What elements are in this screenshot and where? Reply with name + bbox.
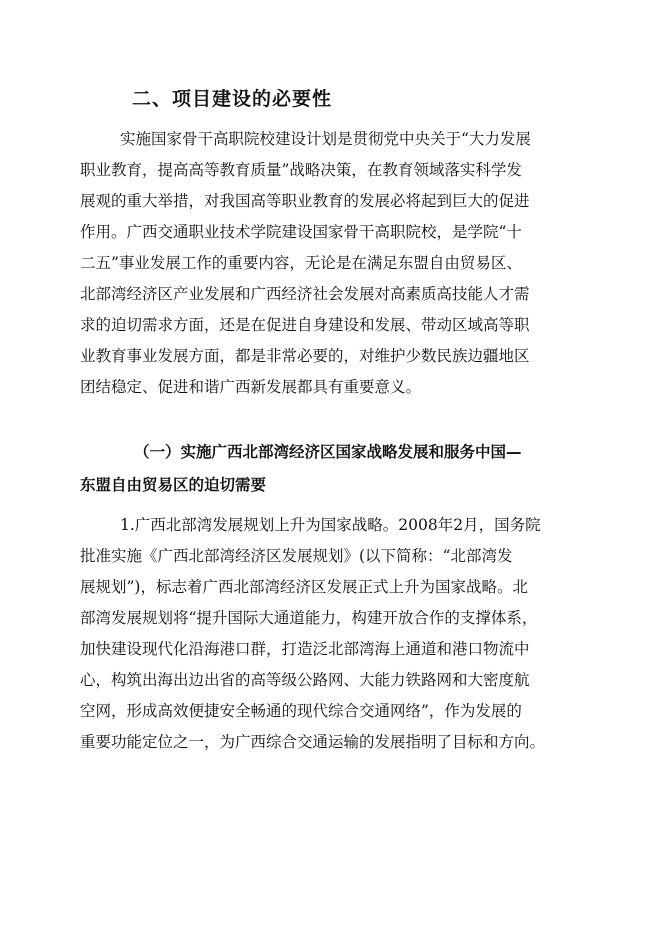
section-title: 二、项目建设的必要性	[132, 88, 333, 110]
paragraph-line: 重要功能定位之一，为广西综合交通运输的发展指明了目标和方向。	[80, 733, 546, 751]
paragraph-line: 职业教育，提高高等教育质量”战略决策，在教育领域落实科学发	[80, 161, 522, 179]
paragraph-line: 求的迫切需求方面，还是在促进自身建设和发展、带动区域高等职	[80, 316, 530, 334]
paragraph-line: 空网，形成高效便捷安全畅通的现代综合交通网络”，作为发展的	[80, 702, 522, 720]
paragraph-line: 心，构筑出海出边出省的高等级公路网、大能力铁路网和大密度航	[80, 671, 530, 689]
paragraph-line: 展观的重大举措，对我国高等职业教育的发展必将起到巨大的促进	[80, 192, 530, 210]
paragraph-line: 1.广西北部湾发展规划上升为国家战略。2008年2月，国务院	[120, 516, 541, 534]
paragraph-line: 批准实施《广西北部湾经济区发展规划》(以下简称：“北部湾发	[80, 547, 513, 565]
paragraph-line: 北部湾经济区产业发展和广西经济社会发展对高素质高技能人才需	[80, 285, 530, 303]
subsection-heading	[80, 436, 600, 502]
paragraph-line: 加快建设现代化沿海港口群，打造泛北部湾海上通道和港口物流中	[80, 640, 530, 658]
paragraph-line: 实施国家骨干高职院校建设计划是贯彻党中央关于“大力发展	[120, 130, 531, 148]
subsection-heading-line: （一）实施广西北部湾经济区国家战略发展和服务中国—	[134, 443, 522, 461]
paragraph-line: 团结稳定、促进和谐广西新发展都具有重要意义。	[80, 378, 422, 396]
paragraph-necessity	[80, 124, 592, 403]
paragraph-line: 业教育事业发展方面，都是非常必要的，对维护少数民族边疆地区	[80, 347, 530, 365]
paragraph-line: 作用。广西交通职业技术学院建设国家骨干高职院校，是学院“十	[80, 223, 522, 241]
paragraph-line: 展规划”)，标志着广西北部湾经济区发展正式上升为国家战略。北	[80, 578, 528, 596]
paragraph-beibu-gulf	[80, 510, 592, 758]
subsection-heading-line: 东盟自由贸易区的迫切需要	[80, 476, 267, 494]
paragraph-line: 部湾发展规划将“提升国际大通道能力，构建开放合作的支撑体系，	[80, 609, 538, 627]
paragraph-line: 二五”事业发展工作的重要内容，无论是在满足东盟自由贸易区、	[80, 254, 522, 272]
